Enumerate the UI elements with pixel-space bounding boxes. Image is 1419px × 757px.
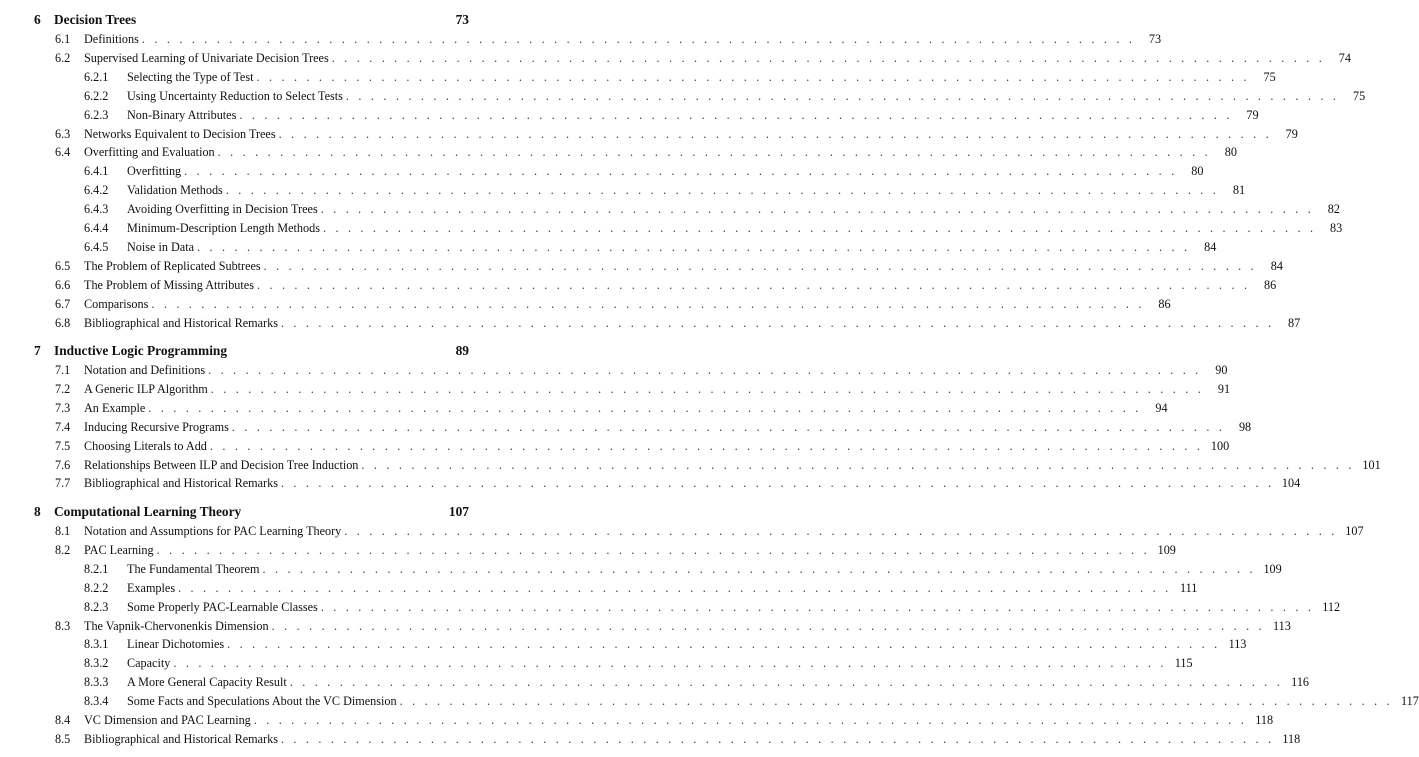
dot-leader: . . . . . . . . . . . . . . . . . . . . . . . . . . . . . . . . . . . . . . . . . . . . . . . . . . . . . . . . . . . . . . . . . . . . . . . . . . . . . . . . bbox=[239, 107, 1233, 122]
page-number: 75 bbox=[1263, 69, 1276, 84]
page-number: 79 bbox=[1285, 126, 1298, 141]
page-number: 73 bbox=[1148, 32, 1162, 46]
subsection-entry bbox=[0, 633, 1247, 652]
section-entry bbox=[0, 539, 1176, 557]
chapter-heading bbox=[0, 500, 469, 520]
page-number: 75 bbox=[1352, 88, 1366, 103]
section-number: 8.3.1 bbox=[84, 637, 109, 652]
section-entry bbox=[0, 378, 1231, 396]
section-title: Some Facts and Speculations About the VC Dimension bbox=[127, 694, 400, 708]
section-number: 8.2.3 bbox=[84, 599, 109, 614]
section-title: Supervised Learning of Univariate Decision Trees bbox=[84, 51, 332, 65]
dot-leader: . . . . . . . . . . . . . . . . . . . . . . . . . . . . . . . . . . . . . . . . . . . . . . . . . . . . . . . . . . . . . . . . . . . . . . . . . . . . . . . . bbox=[148, 400, 1142, 415]
page-number: 117 bbox=[1401, 694, 1419, 709]
section-entry bbox=[0, 28, 1162, 46]
section-title: The Problem of Missing Attributes bbox=[84, 278, 257, 292]
section-title: Minimum-Description Length Methods bbox=[127, 221, 323, 235]
section-number: 6.4.5 bbox=[84, 239, 109, 254]
page-number: 81 bbox=[1232, 183, 1246, 198]
section-number: 6.3 bbox=[55, 126, 71, 141]
dot-leader: . . . . . . . . . . . . . . . . . . . . . . . . . . . . . . . . . . . . . . . . . . . . . . . . . . . . . . . . . . . . . . . . . . . . . . . . . . . . . . . . bbox=[197, 239, 1191, 254]
page-number: 112 bbox=[1322, 599, 1341, 614]
subsection-entry bbox=[0, 671, 1310, 690]
section-number: 6.4 bbox=[55, 145, 71, 160]
page-number: 107 bbox=[448, 504, 469, 519]
dot-leader: . . . . . . . . . . . . . . . . . . . . . . . . . . . . . . . . . . . . . . . . . . . . . . . . . . . . . . . . . . . . . . . . . . . . . . . . . . . . . . . . bbox=[271, 618, 1265, 633]
section-entry bbox=[0, 435, 1230, 453]
section-title: Validation Methods bbox=[127, 183, 226, 197]
dot-leader: . . . . . . . . . . . . . . . . . . . . . . . . . . . . . . . . . . . . . . . . . . . . . . . . . . . . . . . . . . . . . . . . . . . . . . . . . . . . . . . . bbox=[227, 637, 1221, 652]
section-number: 6.4.1 bbox=[84, 164, 109, 179]
page-number: 118 bbox=[1255, 713, 1274, 727]
section-title: Avoiding Overfitting in Decision Trees bbox=[127, 202, 321, 216]
section-entry bbox=[0, 615, 1291, 633]
section-entry bbox=[0, 728, 1301, 746]
page-number: 100 bbox=[1210, 438, 1230, 453]
section-title: A More General Capacity Result bbox=[127, 675, 290, 689]
section-title: The Vapnik-Chervonenkis Dimension bbox=[84, 619, 272, 633]
section-title: Some Properly PAC-Learnable Classes bbox=[127, 600, 321, 614]
page-number: 79 bbox=[1246, 107, 1259, 122]
dot-leader: . . . . . . . . . . . . . . . . . . . . . . . . . . . . . . . . . . . . . . . . . . . . . . . . . . . . . . . . . . . . . . . . . . . . . . . . . . . . . . . . bbox=[320, 202, 1314, 217]
page-number: 115 bbox=[1174, 656, 1193, 671]
dot-leader: . . . . . . . . . . . . . . . . . . . . . . . . . . . . . . . . . . . . . . . . . . . . . . . . . . . . . . . . . . . . . . . . . . . . . . . . . . . . . . . . bbox=[263, 258, 1257, 273]
dot-leader: . . . . . . . . . . . . . . . . . . . . . . . . . . . . . . . . . . . . . . . . . . . . . . . . . . . . . . . . . . . . . . . . . . . . . . . . . . . . . . . . bbox=[256, 277, 1251, 292]
section-number: 8.4 bbox=[55, 713, 71, 727]
dot-leader: . . . . . . . . . . . . . . . . . . . . . . . . . . . . . . . . . . . . . . . . . . . . . . . . . . . . . . . . . . . . . . . . . . . . . . . . . . . . . . . . bbox=[361, 457, 1355, 472]
subsection-entry bbox=[0, 198, 1340, 217]
dot-leader: . . . . . . . . . . . . . . . . . . . . . . . . . . . . . . . . . . . . . . . . . . . . . . . . . . . . . . . . . . . . . . . . . . . . . . . . . . . . . . . . bbox=[156, 542, 1150, 557]
section-title: Networks Equivalent to Decision Trees bbox=[84, 127, 279, 141]
subsection-entry bbox=[0, 558, 1282, 576]
subsection-entry bbox=[0, 160, 1204, 179]
chapter-number: 8 bbox=[34, 504, 41, 519]
page-number: 90 bbox=[1215, 363, 1228, 377]
section-entry bbox=[0, 397, 1168, 415]
dot-leader: . . . . . . . . . . . . . . . . . . . . . . . . . . . . . . . . . . . . . . . . . . . . . . . . . . . . . . . . . . . . . . . . . . . . . . . . . . . . . . . . bbox=[322, 221, 1317, 235]
chapter-title: Decision Trees bbox=[54, 12, 139, 28]
dot-leader: . . . . . . . . . . . . . . . . . . . . . . . . . . . . . . . . . . . . . . . . . . . . . . . . . . . . . . . . . . . . . . . . . . . . . . . . . . . . . . . . bbox=[225, 183, 1220, 198]
subsection-entry bbox=[0, 577, 1198, 595]
section-title: Overfitting bbox=[127, 164, 184, 178]
page-number: 80 bbox=[1191, 164, 1204, 179]
section-title: Notation and Assumptions for PAC Learning Theory bbox=[84, 524, 344, 538]
dot-leader: . . . . . . . . . . . . . . . . . . . . . . . . . . . . . . . . . . . . . . . . . . . . . . . . . . . . . . . . . . . . . . . . . . . . . . . . . . . . . . . . bbox=[344, 524, 1338, 538]
chapter-number: 7 bbox=[34, 343, 41, 358]
section-number: 6.8 bbox=[55, 315, 71, 330]
dot-leader: . . . . . . . . . . . . . . . . . . . . . . . . . . . . . . . . . . . . . . . . . . . . . . . . . . . . . . . . . . . . . . . . . . . . . . . . . . . . . . . . bbox=[280, 731, 1275, 746]
section-number: 6.6 bbox=[55, 277, 71, 292]
section-title: The Fundamental Theorem bbox=[127, 562, 262, 576]
chapter-number: 6 bbox=[34, 12, 41, 27]
dot-leader: . . . . . . . . . . . . . . . . . . . . . . . . . . . . . . . . . . . . . . . . . . . . . . . . . . . . . . . . . . . . . . . . . . . . . . . . . . . . . . . . bbox=[178, 580, 1172, 595]
section-number: 6.2 bbox=[55, 50, 71, 65]
dot-leader: . . . . . . . . . . . . . . . . . . . . . . . . . . . . . . . . . . . . . . . . . . . . . . . . . . . . . . . . . . . . . . . . . . . . . . . . . . . . . . . . bbox=[399, 694, 1393, 709]
page-number: 83 bbox=[1330, 221, 1343, 235]
page-number: 113 bbox=[1228, 637, 1247, 652]
page-number: 86 bbox=[1264, 277, 1277, 292]
section-entry bbox=[0, 123, 1298, 141]
section-entry bbox=[0, 274, 1277, 292]
section-number: 7.4 bbox=[55, 419, 71, 434]
subsection-entry bbox=[0, 690, 1419, 709]
section-number: 7.7 bbox=[55, 476, 71, 491]
section-title: Inducing Recursive Programs bbox=[84, 420, 232, 434]
dot-leader: . . . . . . . . . . . . . . . . . . . . . . . . . . . . . . . . . . . . . . . . . . . . . . . . . . . . . . . . . . . . . . . . . . . . . . . . . . . . . . . . bbox=[208, 363, 1202, 377]
section-entry bbox=[0, 709, 1274, 727]
section-title: Bibliographical and Historical Remarks bbox=[84, 316, 281, 330]
section-number: 6.5 bbox=[55, 258, 71, 273]
subsection-entry bbox=[0, 104, 1259, 122]
dot-leader: . . . . . . . . . . . . . . . . . . . . . . . . . . . . . . . . . . . . . . . . . . . . . . . . . . . . . . . . . . . . . . . . . . . . . . . . . . . . . . . . bbox=[217, 145, 1211, 160]
section-entry bbox=[0, 312, 1301, 330]
page-number: 80 bbox=[1224, 145, 1237, 160]
page-number: 87 bbox=[1288, 315, 1301, 330]
section-entry bbox=[0, 520, 1364, 538]
section-title: Comparisons bbox=[84, 297, 151, 311]
section-title: Choosing Literals to Add bbox=[84, 439, 210, 453]
subsection-entry bbox=[0, 236, 1217, 254]
section-entry bbox=[0, 416, 1252, 434]
section-number: 6.7 bbox=[55, 296, 71, 311]
section-title: Using Uncertainty Reduction to Select Tests bbox=[127, 89, 346, 103]
dot-leader: . . . . . . . . . . . . . . . . . . . . . . . . . . . . . . . . . . . . . . . . . . . . . . . . . . . . . . . . . . . . . . . . . . . . . . . . . . . . . . . . bbox=[210, 381, 1205, 396]
chapter-title: Inductive Logic Programming bbox=[54, 343, 230, 359]
section-number: 6.4.3 bbox=[84, 202, 109, 217]
page-number: 109 bbox=[1157, 542, 1176, 557]
page-number: 111 bbox=[1179, 580, 1198, 595]
subsection-entry bbox=[0, 596, 1341, 614]
page-number: 116 bbox=[1291, 675, 1310, 690]
chapter-title: Computational Learning Theory bbox=[54, 504, 244, 520]
section-title: Notation and Definitions bbox=[84, 363, 208, 377]
section-title: A Generic ILP Algorithm bbox=[84, 382, 211, 396]
section-number: 7.5 bbox=[55, 438, 71, 453]
subsection-entry bbox=[0, 217, 1343, 235]
section-title: Definitions bbox=[84, 32, 142, 46]
section-title: Examples bbox=[127, 581, 178, 595]
section-number: 6.4.2 bbox=[84, 183, 109, 198]
section-title: Bibliographical and Historical Remarks bbox=[84, 732, 281, 746]
section-number: 7.1 bbox=[55, 363, 71, 377]
section-entry bbox=[0, 293, 1171, 311]
page-number: 94 bbox=[1155, 400, 1168, 415]
subsection-entry bbox=[0, 652, 1193, 671]
page-number: 84 bbox=[1204, 239, 1217, 254]
dot-leader: . . . . . . . . . . . . . . . . . . . . . . . . . . . . . . . . . . . . . . . . . . . . . . . . . . . . . . . . . . . . . . . . . . . . . . . . . . . . . . . . bbox=[289, 675, 1284, 690]
section-entry bbox=[0, 472, 1301, 491]
page-number: 82 bbox=[1327, 202, 1340, 217]
section-title: Relationships Between ILP and Decision Tree Induction bbox=[84, 458, 361, 472]
page-number: 118 bbox=[1282, 731, 1301, 746]
dot-leader: . . . . . . . . . . . . . . . . . . . . . . . . . . . . . . . . . . . . . . . . . . . . . . . . . . . . . . . . . . . . . . . . . . . . . . . . . . . . . . . . bbox=[184, 164, 1178, 179]
dot-leader: . . . . . . . . . . . . . . . . . . . . . . . . . . . . . . . . . . . . . . . . . . . . . . . . . . . . . . . . . . . . . . . . . . . . . . . . . . . . . . . . bbox=[320, 599, 1315, 614]
section-number: 8.3.3 bbox=[84, 675, 109, 690]
section-title: Noise in Data bbox=[127, 240, 197, 254]
section-title: Linear Dichotomies bbox=[127, 637, 227, 651]
dot-leader: . . . . . . . . . . . . . . . . . . . . . . . . . . . . . . . . . . . . . . . . . . . . . . . . . . . . . . . . . . . . . . . . . . . . . . . . . . . . . . . . bbox=[331, 50, 1325, 65]
page-number: 109 bbox=[1263, 561, 1282, 576]
dot-leader: . . . . . . . . . . . . . . . . . . . . . . . . . . . . . . . . . . . . . . . . . . . . . . . . . . . . . . . . . . . . . . . . . . . . . . . . . . . . . . . . bbox=[280, 315, 1275, 330]
dot-leader: . . . . . . . . . . . . . . . . . . . . . . . . . . . . . . . . . . . . . . . . . . . . . . . . . . . . . . . . . . . . . . . . . . . . . . . . . . . . . . . . bbox=[253, 713, 1248, 727]
dot-leader: . . . . . . . . . . . . . . . . . . . . . . . . . . . . . . . . . . . . . . . . . . . . . . . . . . . . . . . . . . . . . . . . . . . . . . . . . . . . . . . . bbox=[231, 419, 1226, 434]
dot-leader: . . . . . . . . . . . . . . . . . . . . . . . . . . . . . . . . . . . . . . . . . . . . . . . . . . . . . . . . . . . . . . . . . . . . . . . . . . . . . . . . bbox=[262, 561, 1256, 576]
section-title: Non-Binary Attributes bbox=[127, 108, 239, 122]
section-number: 8.3.2 bbox=[84, 656, 109, 671]
page-number: 101 bbox=[1362, 457, 1381, 472]
dot-leader: . . . . . . . . . . . . . . . . . . . . . . . . . . . . . . . . . . . . . . . . . . . . . . . . . . . . . . . . . . . . . . . . . . . . . . . . . . . . . . . . bbox=[151, 296, 1145, 311]
section-number: 8.3.4 bbox=[84, 694, 109, 709]
section-number: 8.3 bbox=[55, 618, 71, 633]
subsection-entry bbox=[0, 179, 1246, 198]
section-number: 6.4.4 bbox=[84, 221, 109, 235]
section-entry bbox=[0, 454, 1381, 472]
section-number: 6.2.1 bbox=[84, 69, 109, 84]
section-number: 8.5 bbox=[55, 731, 71, 746]
section-title: VC Dimension and PAC Learning bbox=[84, 713, 254, 727]
section-title: An Example bbox=[84, 401, 148, 415]
section-title: PAC Learning bbox=[84, 543, 157, 557]
section-number: 7.2 bbox=[55, 381, 71, 396]
section-entry bbox=[0, 359, 1228, 377]
section-number: 7.6 bbox=[55, 457, 71, 472]
section-number: 8.2 bbox=[55, 542, 71, 557]
page-number: 91 bbox=[1217, 381, 1231, 396]
section-entry bbox=[0, 141, 1237, 160]
section-number: 6.1 bbox=[55, 32, 71, 46]
page-number: 107 bbox=[1345, 524, 1364, 538]
page-number: 84 bbox=[1270, 258, 1283, 273]
dot-leader: . . . . . . . . . . . . . . . . . . . . . . . . . . . . . . . . . . . . . . . . . . . . . . . . . . . . . . . . . . . . . . . . . . . . . . . . . . . . . . . . bbox=[141, 32, 1136, 46]
page-number: 104 bbox=[1281, 476, 1301, 491]
section-title: Bibliographical and Historical Remarks bbox=[84, 476, 281, 490]
page-number: 73 bbox=[455, 12, 469, 27]
section-title: Capacity bbox=[127, 656, 173, 670]
subsection-entry bbox=[0, 66, 1276, 84]
subsection-entry bbox=[0, 85, 1366, 103]
page-number: 86 bbox=[1158, 296, 1171, 311]
dot-leader: . . . . . . . . . . . . . . . . . . . . . . . . . . . . . . . . . . . . . . . . . . . . . . . . . . . . . . . . . . . . . . . . . . . . . . . . . . . . . . . . bbox=[278, 126, 1272, 141]
section-entry bbox=[0, 47, 1351, 65]
section-title: Overfitting and Evaluation bbox=[84, 145, 218, 159]
section-number: 8.2.1 bbox=[84, 561, 109, 576]
section-title: The Problem of Replicated Subtrees bbox=[84, 259, 264, 273]
dot-leader: . . . . . . . . . . . . . . . . . . . . . . . . . . . . . . . . . . . . . . . . . . . . . . . . . . . . . . . . . . . . . . . . . . . . . . . . . . . . . . . . bbox=[209, 438, 1204, 453]
dot-leader: . . . . . . . . . . . . . . . . . . . . . . . . . . . . . . . . . . . . . . . . . . . . . . . . . . . . . . . . . . . . . . . . . . . . . . . . . . . . . . . . bbox=[173, 656, 1167, 671]
section-number: 8.1 bbox=[55, 524, 71, 538]
page-number: 74 bbox=[1338, 50, 1351, 65]
section-number: 6.2.3 bbox=[84, 107, 109, 122]
dot-leader: . . . . . . . . . . . . . . . . . . . . . . . . . . . . . . . . . . . . . . . . . . . . . . . . . . . . . . . . . . . . . . . . . . . . . . . . . . . . . . . . bbox=[280, 476, 1275, 491]
section-title: Selecting the Type of Test bbox=[127, 70, 256, 84]
dot-leader: . . . . . . . . . . . . . . . . . . . . . . . . . . . . . . . . . . . . . . . . . . . . . . . . . . . . . . . . . . . . . . . . . . . . . . . . . . . . . . . . bbox=[345, 88, 1340, 103]
page-number: 98 bbox=[1238, 419, 1252, 434]
section-entry bbox=[0, 255, 1283, 273]
chapter-heading bbox=[0, 339, 469, 359]
chapter-heading bbox=[0, 8, 469, 28]
dot-leader: . . . . . . . . . . . . . . . . . . . . . . . . . . . . . . . . . . . . . . . . . . . . . . . . . . . . . . . . . . . . . . . . . . . . . . . . . . . . . . . . bbox=[256, 69, 1250, 84]
page-number: 89 bbox=[455, 343, 469, 358]
page-number: 113 bbox=[1273, 618, 1291, 633]
section-number: 7.3 bbox=[55, 400, 71, 415]
section-number: 8.2.2 bbox=[84, 580, 109, 595]
section-number: 6.2.2 bbox=[84, 88, 109, 103]
